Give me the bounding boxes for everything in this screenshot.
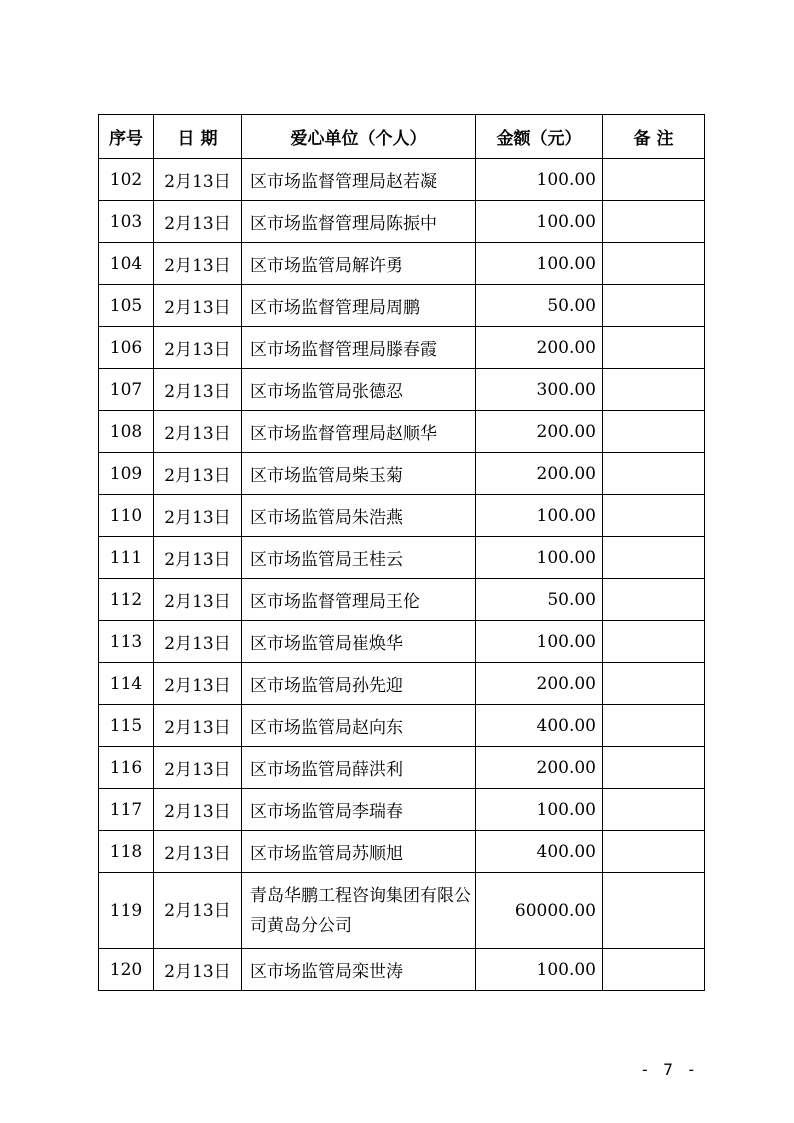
cell-date: 2月13日 bbox=[154, 537, 242, 579]
cell-no: 107 bbox=[99, 369, 154, 411]
cell-date: 2月13日 bbox=[154, 705, 242, 747]
cell-no: 106 bbox=[99, 327, 154, 369]
cell-no: 109 bbox=[99, 453, 154, 495]
cell-note bbox=[603, 243, 705, 285]
cell-date: 2月13日 bbox=[154, 243, 242, 285]
cell-no: 110 bbox=[99, 495, 154, 537]
cell-note bbox=[603, 453, 705, 495]
cell-no: 108 bbox=[99, 411, 154, 453]
cell-date: 2月13日 bbox=[154, 285, 242, 327]
cell-date: 2月13日 bbox=[154, 579, 242, 621]
cell-name: 区市场监督管理局周鹏 bbox=[242, 285, 476, 327]
cell-amount: 200.00 bbox=[476, 747, 603, 789]
cell-name: 区市场监管局李瑞春 bbox=[242, 789, 476, 831]
cell-amount: 100.00 bbox=[476, 201, 603, 243]
page-number: - 7 - bbox=[640, 1060, 699, 1079]
table-header-row bbox=[99, 115, 705, 159]
cell-name: 区市场监管局孙先迎 bbox=[242, 663, 476, 705]
cell-date: 2月13日 bbox=[154, 949, 242, 991]
cell-no: 105 bbox=[99, 285, 154, 327]
cell-date: 2月13日 bbox=[154, 327, 242, 369]
cell-name: 区市场监管局朱浩燕 bbox=[242, 495, 476, 537]
cell-date: 2月13日 bbox=[154, 159, 242, 201]
cell-amount: 100.00 bbox=[476, 159, 603, 201]
cell-note bbox=[603, 831, 705, 873]
cell-date: 2月13日 bbox=[154, 201, 242, 243]
cell-no: 111 bbox=[99, 537, 154, 579]
cell-amount: 60000.00 bbox=[476, 873, 603, 949]
cell-amount: 100.00 bbox=[476, 789, 603, 831]
header-amount: 金额（元） bbox=[476, 115, 603, 159]
table-body bbox=[99, 159, 705, 991]
cell-name: 区市场监督管理局王伦 bbox=[242, 579, 476, 621]
cell-amount: 200.00 bbox=[476, 453, 603, 495]
cell-no: 120 bbox=[99, 949, 154, 991]
table-row bbox=[99, 243, 705, 285]
cell-name: 区市场监督管理局赵顺华 bbox=[242, 411, 476, 453]
cell-note bbox=[603, 327, 705, 369]
table-row bbox=[99, 201, 705, 243]
cell-name: 区市场监督管理局滕春霞 bbox=[242, 327, 476, 369]
cell-name: 青岛华鹏工程咨询集团有限公司黄岛分公司 bbox=[242, 873, 476, 949]
cell-name: 区市场监管局苏顺旭 bbox=[242, 831, 476, 873]
cell-note bbox=[603, 579, 705, 621]
header-date: 日 期 bbox=[154, 115, 242, 159]
cell-date: 2月13日 bbox=[154, 663, 242, 705]
cell-date: 2月13日 bbox=[154, 411, 242, 453]
cell-date: 2月13日 bbox=[154, 453, 242, 495]
cell-date: 2月13日 bbox=[154, 621, 242, 663]
cell-note bbox=[603, 411, 705, 453]
cell-note bbox=[603, 789, 705, 831]
cell-no: 118 bbox=[99, 831, 154, 873]
cell-name: 区市场监管局王桂云 bbox=[242, 537, 476, 579]
cell-amount: 200.00 bbox=[476, 411, 603, 453]
cell-name: 区市场监管局柴玉菊 bbox=[242, 453, 476, 495]
table-row bbox=[99, 873, 705, 949]
cell-date: 2月13日 bbox=[154, 789, 242, 831]
cell-date: 2月13日 bbox=[154, 873, 242, 949]
cell-no: 113 bbox=[99, 621, 154, 663]
table-row bbox=[99, 663, 705, 705]
cell-no: 114 bbox=[99, 663, 154, 705]
cell-note bbox=[603, 201, 705, 243]
cell-amount: 400.00 bbox=[476, 705, 603, 747]
cell-amount: 50.00 bbox=[476, 285, 603, 327]
cell-note bbox=[603, 747, 705, 789]
cell-note bbox=[603, 705, 705, 747]
cell-date: 2月13日 bbox=[154, 747, 242, 789]
cell-amount: 400.00 bbox=[476, 831, 603, 873]
table-row bbox=[99, 159, 705, 201]
cell-name: 区市场监管局栾世涛 bbox=[242, 949, 476, 991]
header-name: 爱心单位（个人） bbox=[242, 115, 476, 159]
cell-note bbox=[603, 369, 705, 411]
cell-note bbox=[603, 285, 705, 327]
cell-name: 区市场监管局张德忍 bbox=[242, 369, 476, 411]
cell-note bbox=[603, 537, 705, 579]
cell-amount: 200.00 bbox=[476, 663, 603, 705]
cell-date: 2月13日 bbox=[154, 495, 242, 537]
cell-date: 2月13日 bbox=[154, 831, 242, 873]
table-row bbox=[99, 369, 705, 411]
table-row bbox=[99, 949, 705, 991]
cell-amount: 100.00 bbox=[476, 495, 603, 537]
table-row bbox=[99, 411, 705, 453]
table-row bbox=[99, 747, 705, 789]
cell-no: 102 bbox=[99, 159, 154, 201]
cell-note bbox=[603, 949, 705, 991]
cell-date: 2月13日 bbox=[154, 369, 242, 411]
cell-no: 119 bbox=[99, 873, 154, 949]
cell-no: 117 bbox=[99, 789, 154, 831]
table-row bbox=[99, 705, 705, 747]
cell-amount: 300.00 bbox=[476, 369, 603, 411]
table-row bbox=[99, 789, 705, 831]
cell-note bbox=[603, 873, 705, 949]
cell-name: 区市场监管局薛洪利 bbox=[242, 747, 476, 789]
cell-amount: 100.00 bbox=[476, 243, 603, 285]
cell-no: 115 bbox=[99, 705, 154, 747]
cell-no: 103 bbox=[99, 201, 154, 243]
cell-amount: 100.00 bbox=[476, 537, 603, 579]
cell-no: 112 bbox=[99, 579, 154, 621]
table-row bbox=[99, 621, 705, 663]
cell-amount: 100.00 bbox=[476, 621, 603, 663]
cell-note bbox=[603, 663, 705, 705]
cell-note bbox=[603, 621, 705, 663]
cell-name: 区市场监管局解许勇 bbox=[242, 243, 476, 285]
cell-no: 116 bbox=[99, 747, 154, 789]
cell-amount: 50.00 bbox=[476, 579, 603, 621]
cell-no: 104 bbox=[99, 243, 154, 285]
table-row bbox=[99, 579, 705, 621]
cell-name: 区市场监督管理局赵若凝 bbox=[242, 159, 476, 201]
header-note: 备 注 bbox=[603, 115, 705, 159]
cell-name: 区市场监管局赵向东 bbox=[242, 705, 476, 747]
table-row bbox=[99, 453, 705, 495]
header-no: 序号 bbox=[99, 115, 154, 159]
cell-amount: 200.00 bbox=[476, 327, 603, 369]
table-row bbox=[99, 537, 705, 579]
cell-name: 区市场监督管理局陈振中 bbox=[242, 201, 476, 243]
cell-amount: 100.00 bbox=[476, 949, 603, 991]
cell-note bbox=[603, 159, 705, 201]
table-row bbox=[99, 831, 705, 873]
donation-table bbox=[98, 114, 705, 991]
cell-name: 区市场监管局崔焕华 bbox=[242, 621, 476, 663]
table-row bbox=[99, 285, 705, 327]
cell-note bbox=[603, 495, 705, 537]
table-row bbox=[99, 327, 705, 369]
table-row bbox=[99, 495, 705, 537]
